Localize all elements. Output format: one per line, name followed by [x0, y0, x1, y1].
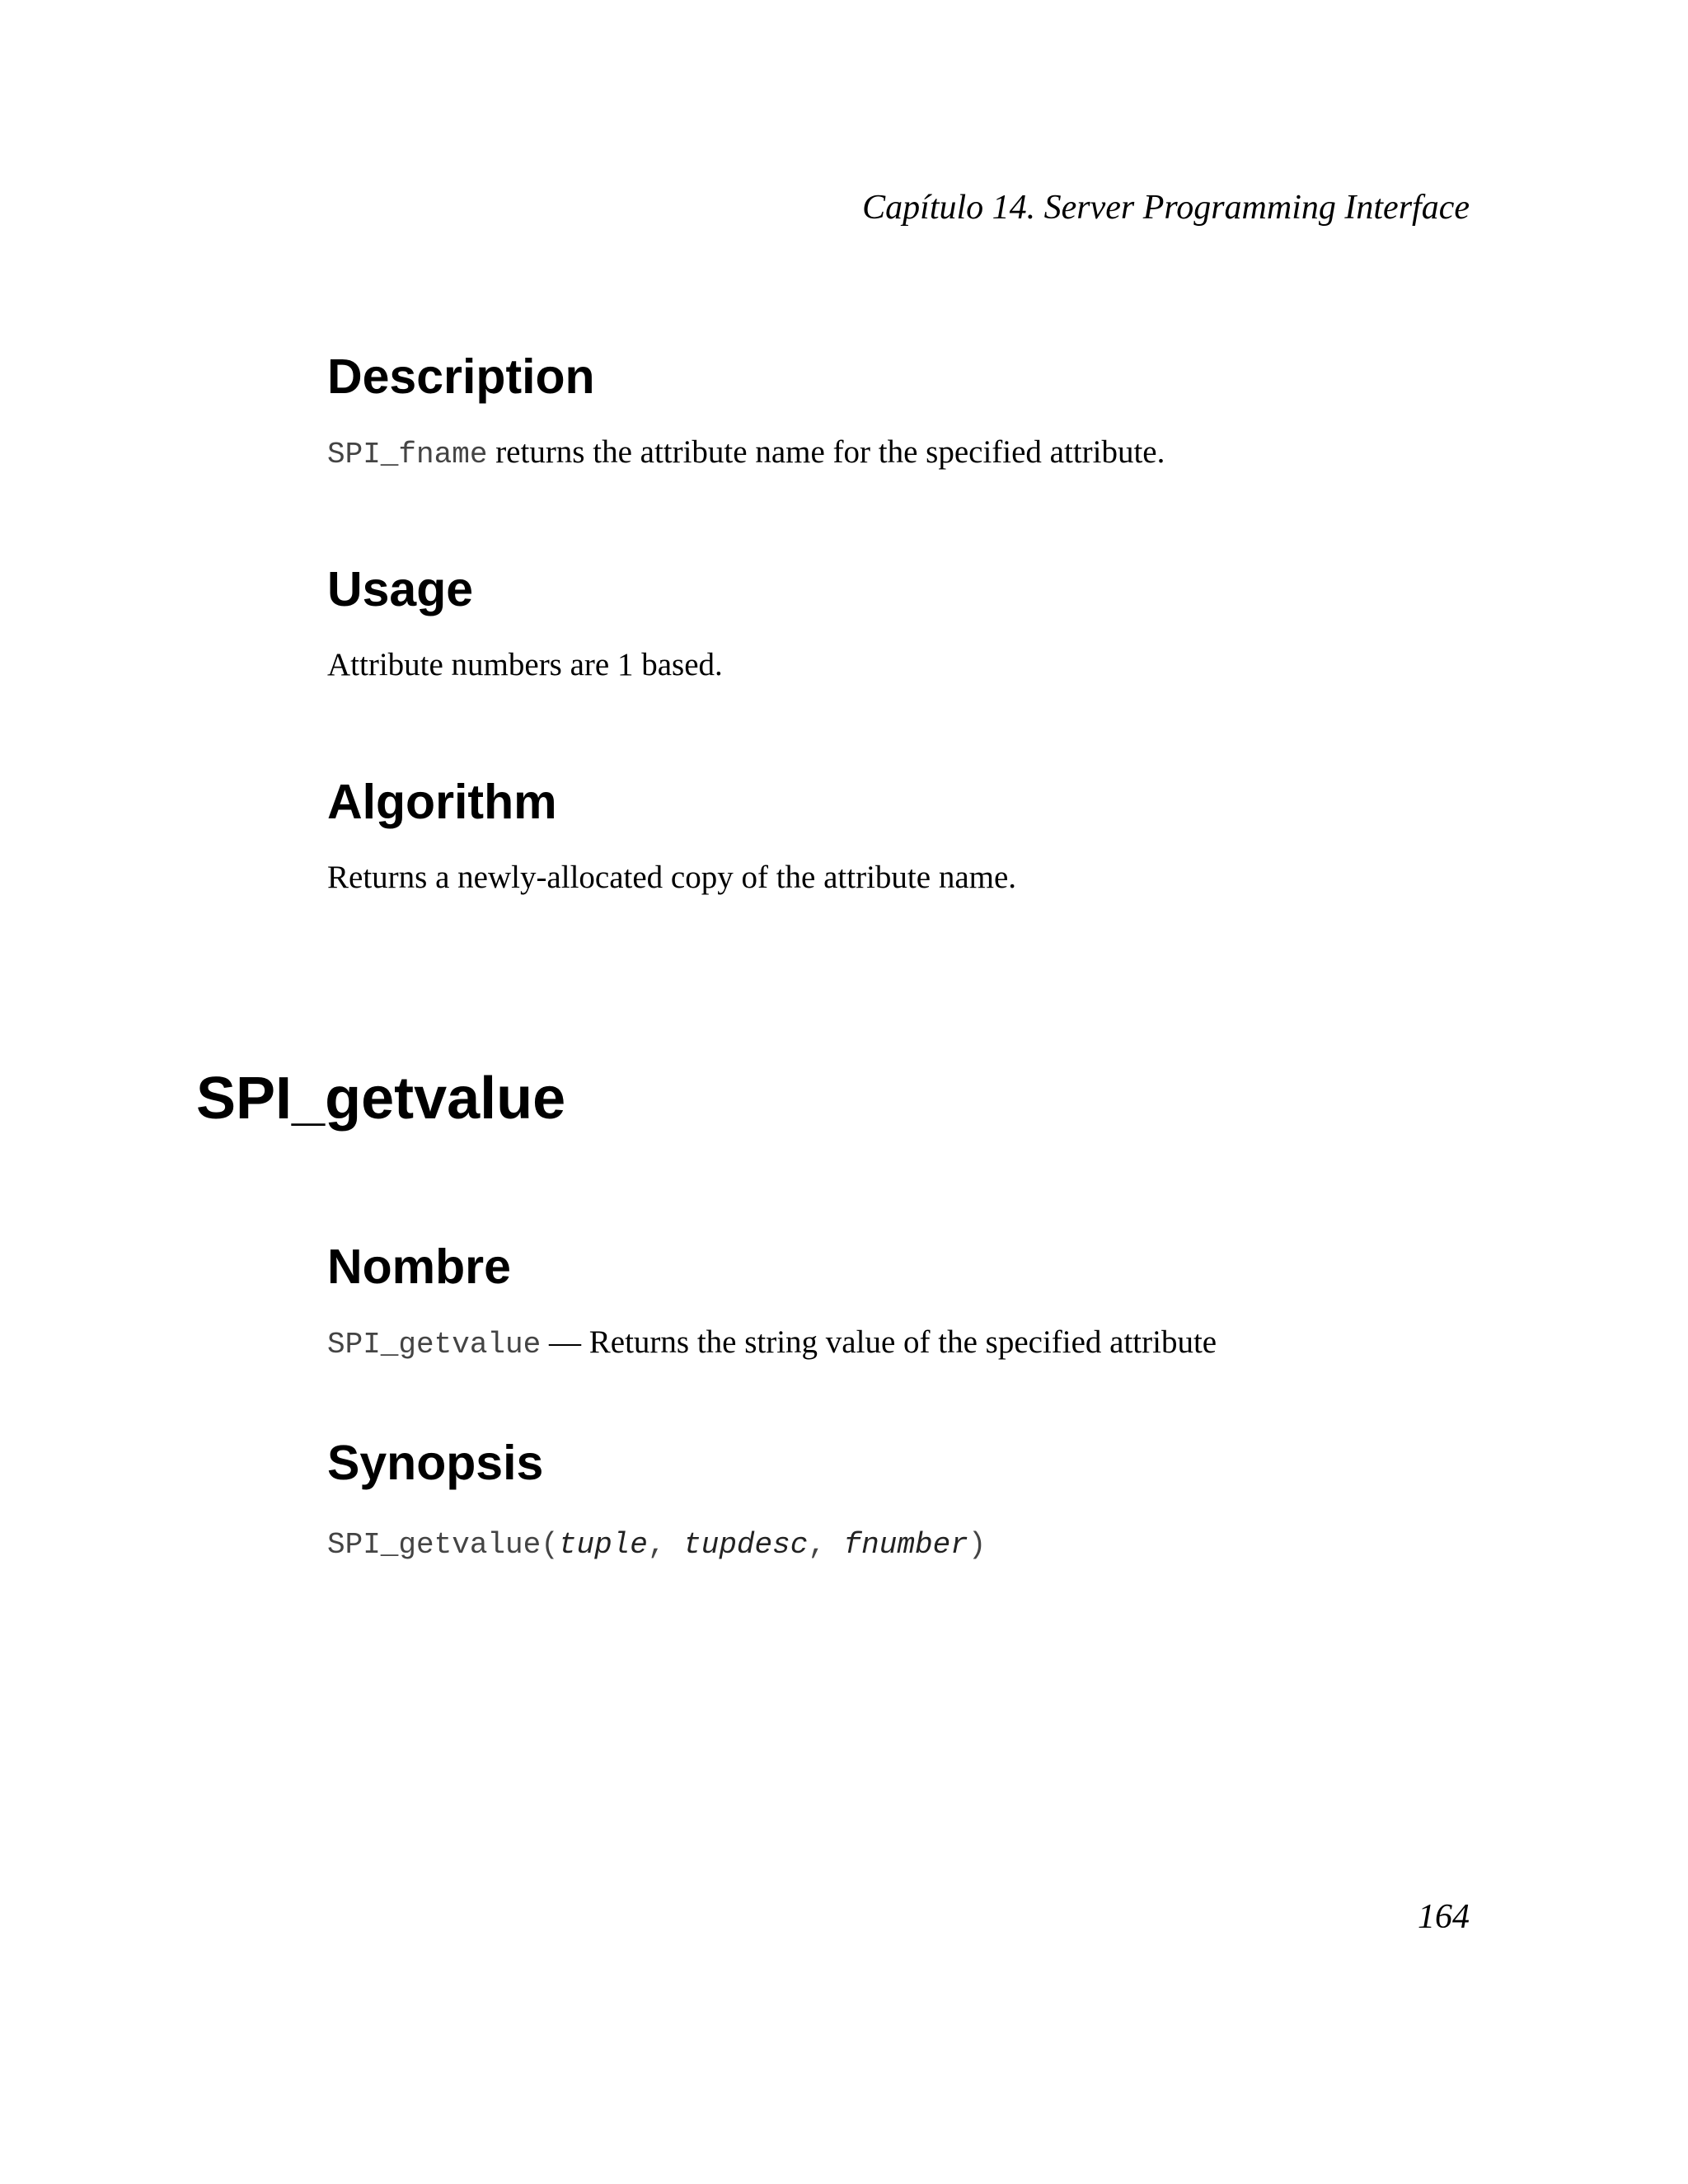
synopsis-close-paren: )	[968, 1528, 987, 1562]
synopsis-arg-tupdesc: tupdesc	[683, 1528, 809, 1562]
description-code: SPI_fname	[327, 438, 488, 471]
usage-text: Attribute numbers are 1 based.	[327, 647, 723, 682]
nombre-heading: Nombre	[327, 1240, 511, 1294]
description-text: returns the attribute name for the specified attribute.	[487, 434, 1165, 470]
synopsis-heading: Synopsis	[327, 1436, 544, 1490]
nombre-text: — Returns the string value of the specified attribute	[541, 1324, 1217, 1360]
running-header: Capítulo 14. Server Programming Interface	[862, 189, 1470, 227]
algorithm-heading: Algorithm	[327, 775, 557, 829]
synopsis-separator: ,	[808, 1528, 844, 1562]
synopsis-arg-tuple: tuple	[558, 1528, 648, 1562]
algorithm-text: Returns a newly-allocated copy of the attribute name.	[327, 860, 1017, 895]
nombre-paragraph	[327, 1326, 1217, 1360]
synopsis-arg-fnumber: fnumber	[843, 1528, 968, 1562]
synopsis-separator: ,	[647, 1528, 684, 1562]
description-heading: Description	[327, 349, 595, 404]
synopsis-code-line	[327, 1526, 986, 1560]
usage-heading: Usage	[327, 562, 474, 616]
synopsis-function: SPI_getvalue(	[327, 1528, 559, 1562]
description-paragraph	[327, 436, 1165, 470]
entry-title: SPI_getvalue	[196, 1066, 566, 1132]
nombre-code: SPI_getvalue	[327, 1328, 542, 1361]
page-number: 164	[1418, 1898, 1470, 1936]
